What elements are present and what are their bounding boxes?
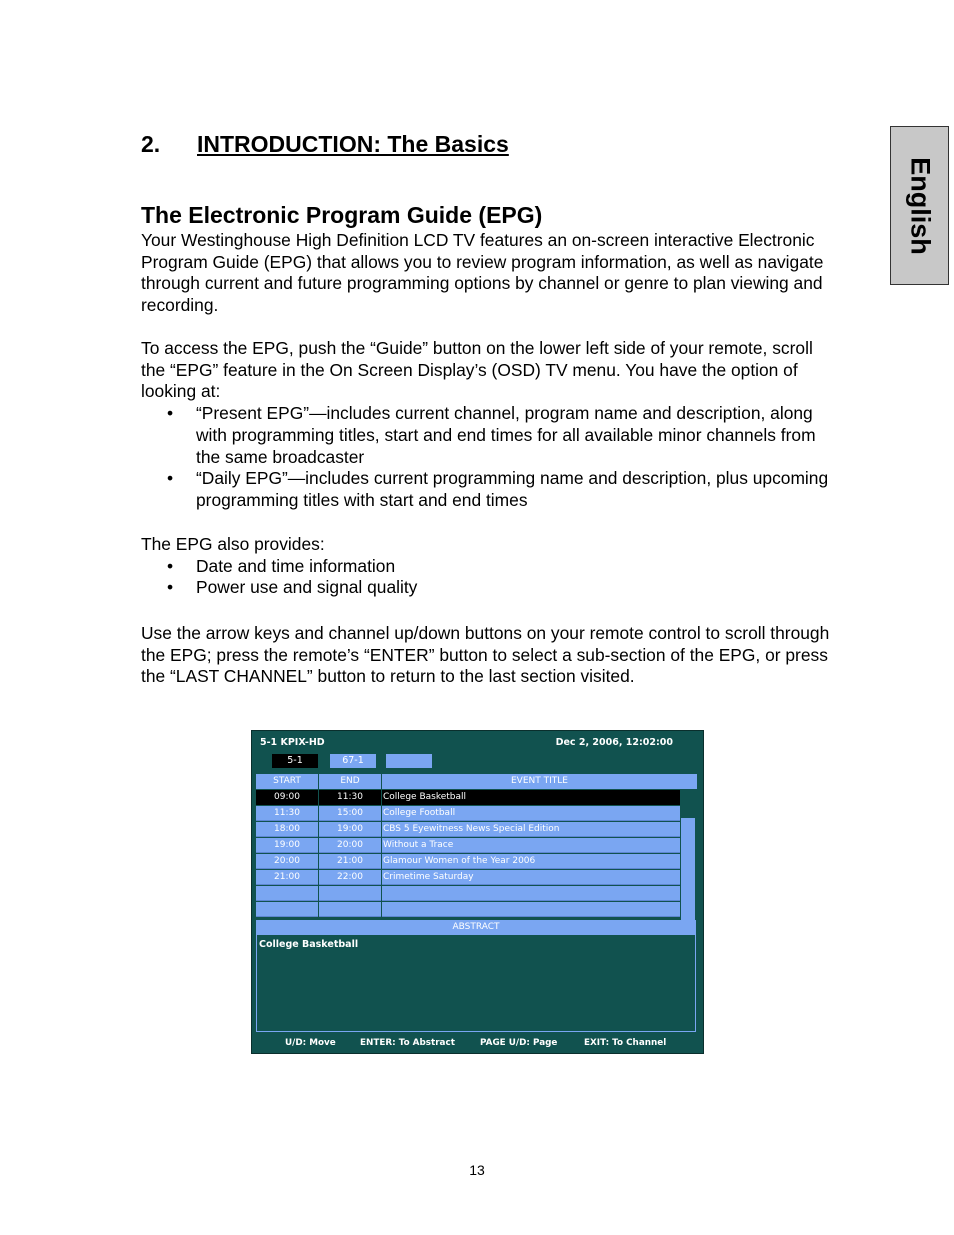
epg-channel-tab[interactable]: 67-1 xyxy=(330,754,376,768)
epg-channel-tab-selected[interactable]: 5-1 xyxy=(272,754,318,768)
epg-start-cell: 18:00 xyxy=(256,822,318,837)
list-item: • Power use and signal quality xyxy=(141,577,841,599)
epg-start-cell xyxy=(256,886,318,901)
provides-section xyxy=(141,534,841,599)
table-row[interactable] xyxy=(256,790,680,805)
epg-column-event-title: EVENT TITLE xyxy=(382,774,697,789)
epg-abstract-text: College Basketball xyxy=(259,939,359,950)
epg-title-cell xyxy=(382,902,680,917)
epg-screen xyxy=(251,730,704,1054)
epg-end-cell: 19:00 xyxy=(319,822,381,837)
epg-abstract-header: ABSTRACT xyxy=(256,920,696,934)
epg-end-cell: 15:00 xyxy=(319,806,381,821)
paragraph-epg-access: To access the EPG, push the “Guide” button on the lower left side of your remote, scroll the “EPG” feature in the On Screen Display’s (OSD) TV menu. You have the option of looking at: xyxy=(141,338,813,402)
epg-title-cell: Glamour Women of the Year 2006 xyxy=(382,854,680,869)
intro-paragraph xyxy=(141,230,841,317)
epg-title-cell: Without a Trace xyxy=(382,838,680,853)
page-number: 13 xyxy=(469,1162,485,1178)
epg-end-cell: 22:00 xyxy=(319,870,381,885)
epg-title-cell: College Basketball xyxy=(382,790,680,805)
table-row[interactable] xyxy=(256,902,680,917)
section-number: 2. xyxy=(141,131,161,157)
epg-title-cell xyxy=(382,886,680,901)
table-row[interactable] xyxy=(256,886,680,901)
table-row[interactable] xyxy=(256,838,680,853)
section-heading xyxy=(141,131,509,158)
epg-start-cell: 09:00 xyxy=(256,790,318,805)
epg-hint-exit: EXIT: To Channel xyxy=(584,1038,667,1048)
paragraph-epg-navigation: Use the arrow keys and channel up/down buttons on your remote control to scroll through the EPG; press the remote’s “ENTER” button to select a sub-section of the EPG, or press the “LAST CHANNEL” button to return to the last section visited. xyxy=(141,623,830,687)
paragraph-epg-provides: The EPG also provides: xyxy=(141,534,325,554)
language-tab-label: English xyxy=(905,156,935,255)
epg-end-cell xyxy=(319,902,381,917)
navigation-section xyxy=(141,623,841,688)
table-row[interactable] xyxy=(256,870,680,885)
language-tab xyxy=(890,126,949,285)
epg-options-list xyxy=(141,403,841,512)
epg-start-cell: 20:00 xyxy=(256,854,318,869)
epg-title-cell: Crimetime Saturday xyxy=(382,870,680,885)
epg-start-cell: 19:00 xyxy=(256,838,318,853)
access-section xyxy=(141,338,841,512)
epg-hint-enter: ENTER: To Abstract xyxy=(360,1038,455,1048)
paragraph-epg-overview: Your Westinghouse High Definition LCD TV features an on-screen interactive Electronic Program Guide (EPG) that allows you to review program information, as well as navigate through current and future programming options by channel or genre to plan viewing and recording. xyxy=(141,230,824,316)
epg-start-cell: 21:00 xyxy=(256,870,318,885)
epg-title-cell: CBS 5 Eyewitness News Special Edition xyxy=(382,822,680,837)
epg-end-cell: 20:00 xyxy=(319,838,381,853)
subsection-title: The Electronic Program Guide (EPG) xyxy=(141,202,543,228)
epg-datetime: Dec 2, 2006, 12:02:00 xyxy=(555,737,673,748)
epg-provides-list xyxy=(141,556,841,599)
epg-end-cell xyxy=(319,886,381,901)
table-row[interactable] xyxy=(256,822,680,837)
epg-channel-name: 5-1 KPIX-HD xyxy=(260,737,325,748)
epg-start-cell xyxy=(256,902,318,917)
epg-column-start: START xyxy=(256,774,318,789)
list-item: • “Present EPG”—includes current channel, program name and description, along with programming titles, start and end times for all available minor channels from the same broadcaster xyxy=(141,403,841,468)
epg-start-cell: 11:30 xyxy=(256,806,318,821)
epg-hint-move: U/D: Move xyxy=(285,1038,336,1048)
epg-column-end: END xyxy=(319,774,381,789)
table-row[interactable] xyxy=(256,806,680,821)
list-item: • “Daily EPG”—includes current programming name and description, plus upcoming programming titles with start and end times xyxy=(141,468,841,511)
section-title: INTRODUCTION: The Basics xyxy=(197,131,509,157)
epg-channel-tab-empty[interactable] xyxy=(386,754,432,768)
epg-scrollbar[interactable] xyxy=(681,818,695,935)
table-row[interactable] xyxy=(256,854,680,869)
epg-hint-page: PAGE U/D: Page xyxy=(480,1038,558,1048)
epg-end-cell: 11:30 xyxy=(319,790,381,805)
list-item: • Date and time information xyxy=(141,556,841,578)
epg-title-cell: College Football xyxy=(382,806,680,821)
epg-end-cell: 21:00 xyxy=(319,854,381,869)
